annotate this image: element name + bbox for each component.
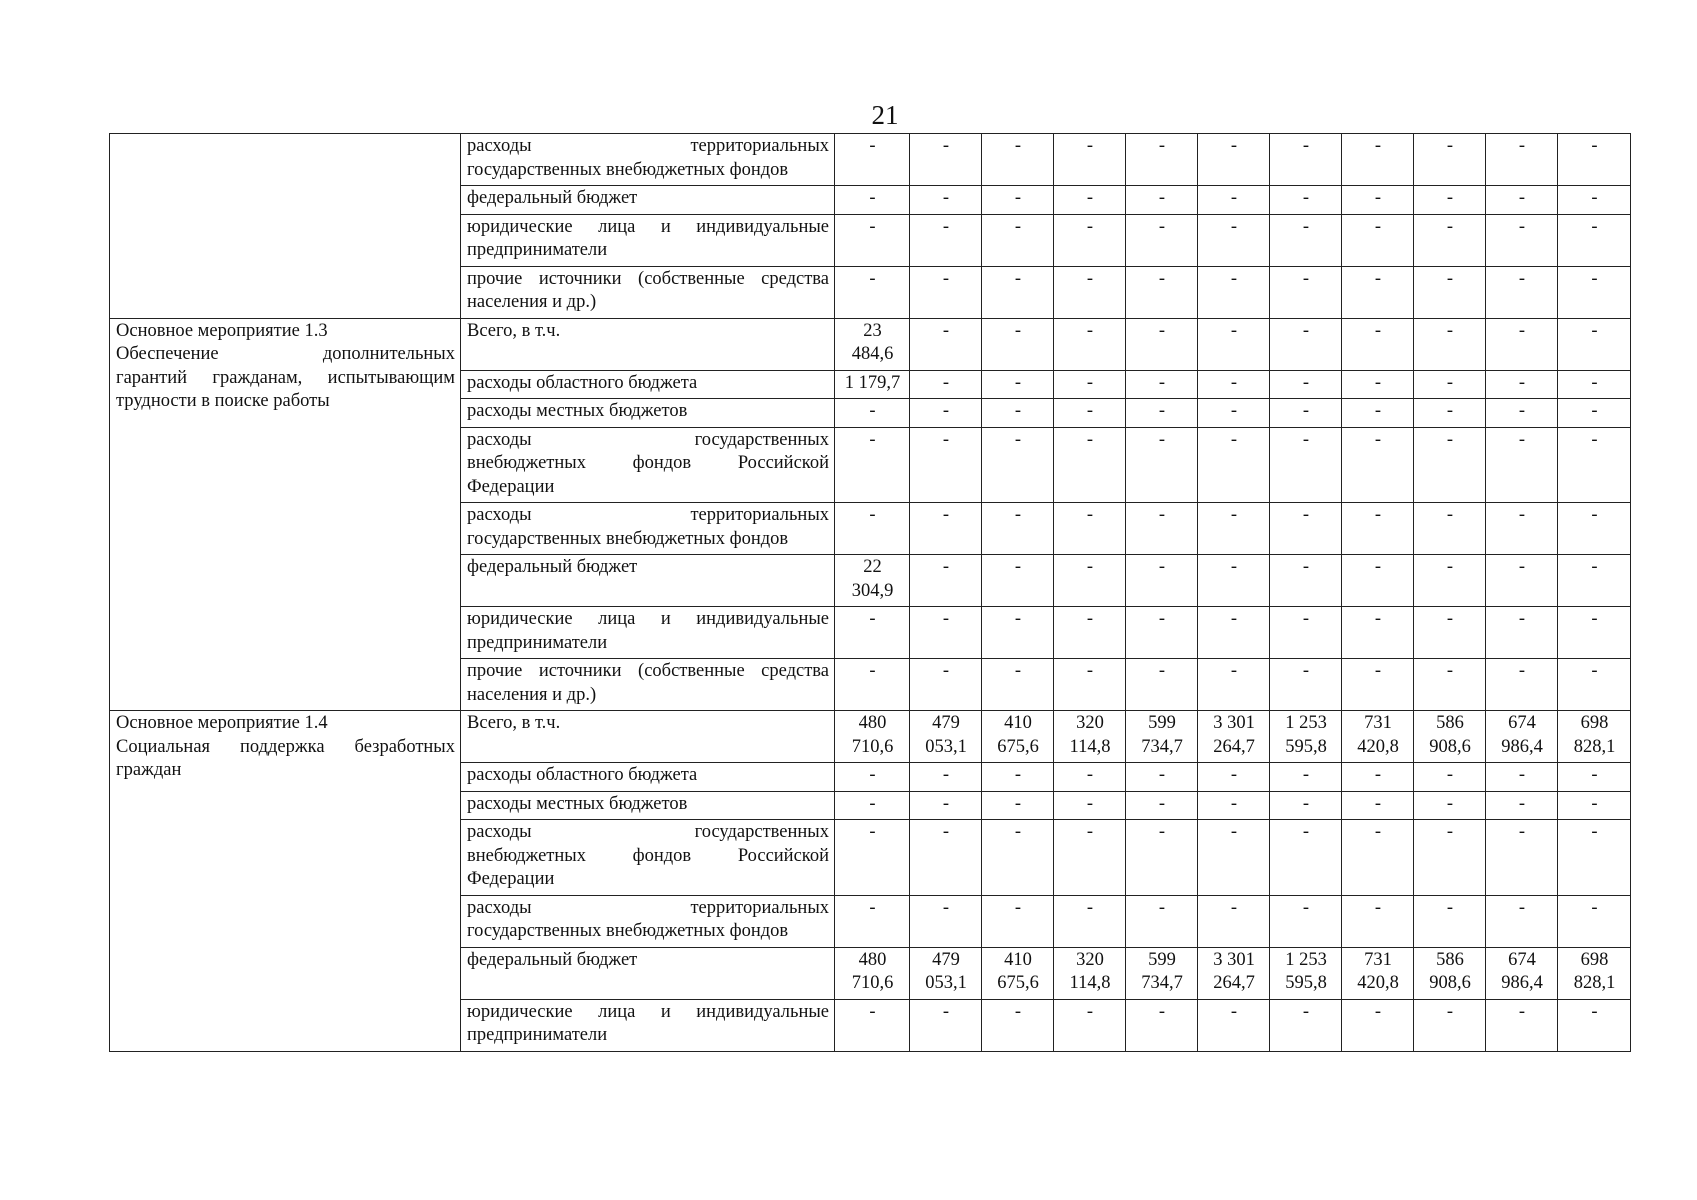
value-cell: - — [1558, 820, 1631, 896]
table-body — [110, 134, 1631, 1052]
value-cell: 320 114,8 — [1054, 711, 1126, 763]
value-cell: 410 675,6 — [982, 947, 1054, 999]
value-cell: - — [1414, 791, 1486, 820]
value-cell: - — [835, 791, 910, 820]
value-cell: - — [1126, 318, 1198, 370]
value-cell: - — [1054, 318, 1126, 370]
value-cell: - — [910, 186, 982, 215]
value-cell: - — [1342, 607, 1414, 659]
value-cell: - — [1414, 214, 1486, 266]
value-cell: - — [910, 134, 982, 186]
value-cell: - — [1270, 607, 1342, 659]
funding-source-line: государственных внебюджетных фондов — [467, 159, 789, 180]
value-cell: - — [1054, 607, 1126, 659]
value-cell: - — [1198, 214, 1270, 266]
value-cell: - — [982, 186, 1054, 215]
value-cell: - — [1198, 999, 1270, 1051]
value-cell: - — [1270, 214, 1342, 266]
table-row — [110, 134, 1631, 186]
value-cell: - — [1342, 399, 1414, 428]
value-cell: 731 420,8 — [1342, 947, 1414, 999]
value-cell: - — [1126, 763, 1198, 792]
value-cell: - — [1054, 763, 1126, 792]
value-cell: - — [1054, 999, 1126, 1051]
value-cell: - — [910, 503, 982, 555]
value-cell: - — [1342, 503, 1414, 555]
value-cell: - — [1486, 266, 1558, 318]
value-cell: - — [1270, 820, 1342, 896]
funding-source-cell — [461, 555, 835, 607]
value-cell: 1 179,7 — [835, 370, 910, 399]
value-cell: - — [1486, 820, 1558, 896]
value-cell: - — [910, 820, 982, 896]
value-cell: - — [910, 791, 982, 820]
value-cell: - — [1486, 503, 1558, 555]
value-cell: - — [835, 999, 910, 1051]
value-cell: - — [982, 791, 1054, 820]
value-cell: 23 484,6 — [835, 318, 910, 370]
value-cell: - — [1126, 427, 1198, 503]
table-row — [110, 318, 1631, 370]
value-cell: - — [982, 763, 1054, 792]
value-cell: - — [1270, 659, 1342, 711]
funding-source-line: расходы территориальных — [467, 136, 829, 156]
funding-source-cell — [461, 266, 835, 318]
value-cell: - — [1054, 791, 1126, 820]
value-cell: - — [1270, 266, 1342, 318]
value-cell: - — [1054, 370, 1126, 399]
value-cell: - — [1414, 763, 1486, 792]
funding-source-line: юридические лица и индивидуальные — [467, 609, 829, 629]
value-cell: - — [910, 555, 982, 607]
event-description-line: Социальная поддержка безработных — [116, 736, 455, 757]
value-cell: - — [1342, 763, 1414, 792]
value-cell: - — [1198, 186, 1270, 215]
value-cell: - — [1414, 266, 1486, 318]
value-cell: - — [1198, 503, 1270, 555]
value-cell: - — [1342, 134, 1414, 186]
value-cell: - — [1558, 791, 1631, 820]
value-cell: - — [1270, 318, 1342, 370]
value-cell: - — [982, 659, 1054, 711]
value-cell: - — [1558, 427, 1631, 503]
value-cell: - — [910, 895, 982, 947]
value-cell: - — [1342, 427, 1414, 503]
value-cell: - — [835, 266, 910, 318]
funding-source-line: федеральный бюджет — [467, 949, 638, 970]
value-cell: - — [1558, 555, 1631, 607]
value-cell: - — [835, 134, 910, 186]
value-cell: - — [1270, 399, 1342, 428]
value-cell: - — [910, 370, 982, 399]
value-cell: - — [982, 318, 1054, 370]
value-cell: - — [982, 370, 1054, 399]
funding-source-line: расходы государственных — [467, 429, 829, 450]
value-cell: - — [1126, 895, 1198, 947]
value-cell: - — [1558, 999, 1631, 1051]
value-cell: - — [1054, 266, 1126, 318]
value-cell: - — [835, 763, 910, 792]
funding-source-line: государственных внебюджетных фондов — [467, 528, 789, 549]
value-cell: - — [1270, 895, 1342, 947]
value-cell: - — [1414, 607, 1486, 659]
value-cell: - — [1198, 399, 1270, 428]
value-cell: - — [1414, 555, 1486, 607]
funding-source-line: юридические лица и индивидуальные — [467, 1001, 829, 1022]
value-cell: - — [1054, 895, 1126, 947]
event-cell — [110, 134, 461, 319]
value-cell: 22 304,9 — [835, 555, 910, 607]
value-cell: - — [1126, 214, 1198, 266]
event-cell — [110, 318, 461, 711]
value-cell: - — [1126, 999, 1198, 1051]
funding-source-cell — [461, 607, 835, 659]
value-cell: - — [1198, 427, 1270, 503]
funding-source-cell — [461, 399, 835, 428]
value-cell: 599 734,7 — [1126, 947, 1198, 999]
value-cell: - — [1198, 266, 1270, 318]
value-cell: - — [982, 427, 1054, 503]
funding-source-line: государственных внебюджетных фондов — [467, 921, 789, 941]
event-description-line: граждан — [116, 760, 182, 780]
value-cell: - — [1198, 370, 1270, 399]
value-cell: - — [1486, 763, 1558, 792]
funding-source-cell — [461, 711, 835, 763]
table-row — [110, 711, 1631, 763]
value-cell: - — [1414, 999, 1486, 1051]
value-cell: 480 710,6 — [835, 947, 910, 999]
value-cell: - — [835, 607, 910, 659]
value-cell: - — [1342, 895, 1414, 947]
value-cell: - — [1342, 659, 1414, 711]
value-cell: - — [1342, 791, 1414, 820]
funding-source-line: населения и др.) — [467, 684, 597, 705]
value-cell: - — [1486, 399, 1558, 428]
value-cell: - — [1558, 763, 1631, 792]
value-cell: - — [1414, 318, 1486, 370]
funding-source-cell — [461, 186, 835, 215]
funding-source-line: предприниматели — [467, 632, 608, 653]
funding-source-line: предприниматели — [467, 240, 608, 260]
value-cell: - — [1126, 791, 1198, 820]
value-cell: - — [835, 503, 910, 555]
value-cell: - — [1414, 370, 1486, 399]
value-cell: - — [1342, 820, 1414, 896]
value-cell: 410 675,6 — [982, 711, 1054, 763]
funding-source-line: прочие источники (собственные средства — [467, 661, 829, 681]
funding-source-line: расходы местных бюджетов — [467, 401, 688, 421]
value-cell: - — [1414, 659, 1486, 711]
funding-source-cell — [461, 659, 835, 711]
value-cell: - — [1486, 214, 1558, 266]
value-cell: - — [1198, 895, 1270, 947]
event-title: Основное мероприятие 1.4 — [116, 713, 328, 733]
funding-source-line: прочие источники (собственные средства — [467, 268, 829, 289]
event-title: Основное мероприятие 1.3 — [116, 320, 328, 341]
funding-source-line: Федерации — [467, 476, 555, 497]
funding-source-line: расходы территориальных — [467, 897, 829, 918]
value-cell: - — [1270, 763, 1342, 792]
value-cell: - — [1414, 399, 1486, 428]
value-cell: 599 734,7 — [1126, 711, 1198, 763]
value-cell: - — [910, 427, 982, 503]
funding-source-cell — [461, 427, 835, 503]
value-cell: - — [1054, 186, 1126, 215]
funding-source-line: внебюджетных фондов Российской — [467, 845, 829, 866]
value-cell: - — [1558, 134, 1631, 186]
funding-source-line: федеральный бюджет — [467, 557, 638, 577]
value-cell: - — [982, 555, 1054, 607]
funding-source-line: Всего, в т.ч. — [467, 713, 561, 733]
value-cell: - — [982, 399, 1054, 428]
value-cell: 1 253 595,8 — [1270, 947, 1342, 999]
value-cell: - — [1486, 427, 1558, 503]
value-cell: - — [1054, 820, 1126, 896]
value-cell: - — [982, 895, 1054, 947]
value-cell: - — [910, 266, 982, 318]
value-cell: - — [910, 214, 982, 266]
event-cell — [110, 711, 461, 1052]
funding-source-line: населения и др.) — [467, 292, 597, 312]
value-cell: - — [1558, 607, 1631, 659]
funding-source-cell — [461, 503, 835, 555]
funding-table — [109, 133, 1631, 1052]
value-cell: - — [982, 999, 1054, 1051]
funding-source-line: внебюджетных фондов Российской — [467, 453, 829, 473]
funding-source-line: предприниматели — [467, 1025, 608, 1045]
value-cell: - — [1342, 266, 1414, 318]
funding-source-line: федеральный бюджет — [467, 188, 638, 208]
value-cell: - — [1486, 659, 1558, 711]
funding-source-cell — [461, 791, 835, 820]
funding-source-line: расходы местных бюджетов — [467, 793, 688, 814]
funding-source-cell — [461, 820, 835, 896]
value-cell: - — [1414, 895, 1486, 947]
value-cell: - — [1486, 555, 1558, 607]
value-cell: - — [1270, 503, 1342, 555]
value-cell: - — [1558, 659, 1631, 711]
funding-source-line: расходы территориальных — [467, 505, 829, 525]
funding-source-cell — [461, 763, 835, 792]
value-cell: 480 710,6 — [835, 711, 910, 763]
value-cell: 698 828,1 — [1558, 947, 1631, 999]
value-cell: - — [910, 763, 982, 792]
value-cell: 479 053,1 — [910, 711, 982, 763]
funding-source-line: Всего, в т.ч. — [467, 320, 561, 341]
value-cell: - — [1126, 659, 1198, 711]
value-cell: - — [1198, 318, 1270, 370]
value-cell: - — [1342, 555, 1414, 607]
value-cell: - — [982, 820, 1054, 896]
value-cell: - — [1486, 791, 1558, 820]
value-cell: - — [835, 427, 910, 503]
value-cell: - — [835, 214, 910, 266]
value-cell: - — [1342, 370, 1414, 399]
value-cell: 674 986,4 — [1486, 947, 1558, 999]
value-cell: - — [1198, 763, 1270, 792]
value-cell: 1 253 595,8 — [1270, 711, 1342, 763]
value-cell: - — [1270, 427, 1342, 503]
value-cell: - — [835, 895, 910, 947]
value-cell: - — [910, 607, 982, 659]
value-cell: - — [1126, 370, 1198, 399]
value-cell: - — [1558, 399, 1631, 428]
value-cell: - — [1558, 370, 1631, 399]
value-cell: - — [910, 999, 982, 1051]
value-cell: - — [982, 607, 1054, 659]
value-cell: 674 986,4 — [1486, 711, 1558, 763]
value-cell: - — [1126, 607, 1198, 659]
value-cell: - — [1054, 503, 1126, 555]
value-cell: - — [1198, 659, 1270, 711]
value-cell: - — [1270, 999, 1342, 1051]
value-cell: - — [1126, 820, 1198, 896]
funding-source-line: расходы областного бюджета — [467, 372, 698, 393]
funding-source-line: расходы областного бюджета — [467, 765, 698, 785]
value-cell: - — [1270, 370, 1342, 399]
value-cell: - — [910, 318, 982, 370]
value-cell: - — [1270, 134, 1342, 186]
funding-source-cell — [461, 134, 835, 186]
value-cell: - — [1558, 266, 1631, 318]
value-cell: - — [1342, 186, 1414, 215]
value-cell: - — [1054, 427, 1126, 503]
value-cell: - — [1270, 186, 1342, 215]
value-cell: 3 301 264,7 — [1198, 711, 1270, 763]
value-cell: - — [1342, 318, 1414, 370]
value-cell: - — [1126, 555, 1198, 607]
value-cell: - — [1054, 555, 1126, 607]
value-cell: 320 114,8 — [1054, 947, 1126, 999]
value-cell: - — [1270, 555, 1342, 607]
value-cell: - — [835, 820, 910, 896]
value-cell: - — [1558, 214, 1631, 266]
event-description-line: гарантий гражданам, испытывающим — [116, 367, 455, 388]
value-cell: - — [1054, 659, 1126, 711]
value-cell: 586 908,6 — [1414, 711, 1486, 763]
value-cell: - — [1486, 895, 1558, 947]
value-cell: - — [1054, 214, 1126, 266]
value-cell: - — [982, 214, 1054, 266]
value-cell: - — [835, 186, 910, 215]
funding-source-line: юридические лица и индивидуальные — [467, 216, 829, 237]
value-cell: 698 828,1 — [1558, 711, 1631, 763]
value-cell: - — [835, 399, 910, 428]
value-cell: - — [1558, 503, 1631, 555]
funding-source-cell — [461, 214, 835, 266]
value-cell: - — [1126, 399, 1198, 428]
funding-source-line: расходы государственных — [467, 822, 829, 842]
value-cell: - — [1126, 186, 1198, 215]
event-description-line: Обеспечение дополнительных — [116, 344, 455, 364]
value-cell: 3 301 264,7 — [1198, 947, 1270, 999]
value-cell: - — [1198, 791, 1270, 820]
value-cell: - — [1342, 999, 1414, 1051]
value-cell: - — [1270, 791, 1342, 820]
value-cell: - — [1414, 186, 1486, 215]
value-cell: - — [1414, 503, 1486, 555]
value-cell: - — [1486, 186, 1558, 215]
funding-source-cell — [461, 370, 835, 399]
event-description-line: трудности в поиске работы — [116, 391, 330, 411]
funding-source-cell — [461, 947, 835, 999]
value-cell: - — [1486, 607, 1558, 659]
funding-source-line: Федерации — [467, 869, 555, 889]
value-cell: - — [982, 503, 1054, 555]
value-cell: - — [1126, 266, 1198, 318]
value-cell: - — [1558, 186, 1631, 215]
value-cell: - — [1198, 134, 1270, 186]
value-cell: - — [1486, 999, 1558, 1051]
value-cell: - — [1054, 399, 1126, 428]
value-cell: - — [1414, 427, 1486, 503]
page-number: 21 — [871, 100, 899, 130]
value-cell: - — [1486, 318, 1558, 370]
value-cell: - — [982, 266, 1054, 318]
value-cell: 586 908,6 — [1414, 947, 1486, 999]
value-cell: - — [1486, 370, 1558, 399]
funding-source-cell — [461, 895, 835, 947]
value-cell: - — [1126, 503, 1198, 555]
value-cell: 731 420,8 — [1342, 711, 1414, 763]
value-cell: - — [910, 399, 982, 428]
value-cell: - — [910, 659, 982, 711]
value-cell: - — [835, 659, 910, 711]
value-cell: - — [1342, 214, 1414, 266]
value-cell: - — [1558, 318, 1631, 370]
value-cell: - — [1198, 820, 1270, 896]
value-cell: - — [1414, 134, 1486, 186]
value-cell: - — [982, 134, 1054, 186]
value-cell: 479 053,1 — [910, 947, 982, 999]
value-cell: - — [1198, 555, 1270, 607]
value-cell: - — [1414, 820, 1486, 896]
funding-source-cell — [461, 318, 835, 370]
funding-source-cell — [461, 999, 835, 1051]
value-cell: - — [1126, 134, 1198, 186]
value-cell: - — [1054, 134, 1126, 186]
value-cell: - — [1198, 607, 1270, 659]
value-cell: - — [1486, 134, 1558, 186]
value-cell: - — [1558, 895, 1631, 947]
